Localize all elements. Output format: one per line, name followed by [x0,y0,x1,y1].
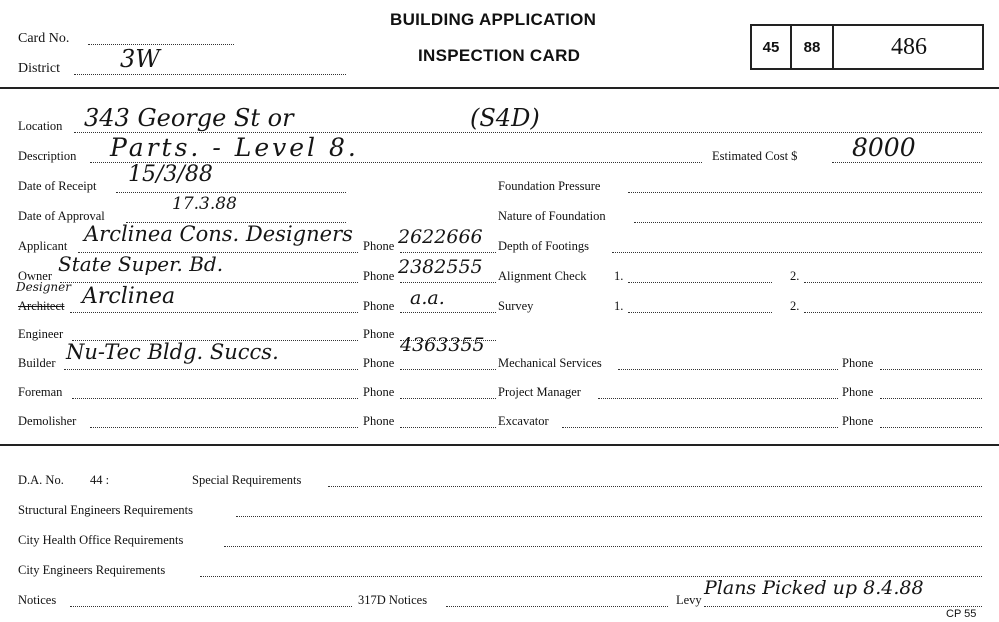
title-line1: BUILDING APPLICATION [390,10,597,29]
owner-line[interactable] [60,282,358,283]
survey-col2-line[interactable] [804,312,982,313]
special-requirements-label: Special Requirements [192,473,302,487]
owner-value: State Super. Bd. [58,252,224,276]
notices-317d-line[interactable] [446,606,668,607]
levy-value: Plans Picked up 8.4.88 [704,577,924,599]
applicant-phone-label: Phone [363,239,395,253]
architect-line[interactable] [70,312,358,313]
box-cell-2: 88 [792,26,834,68]
survey-col2-label: 2. [790,299,800,313]
health-requirements-line[interactable] [224,546,982,547]
district-value: 3W [120,45,160,73]
header-divider [0,87,999,89]
foundation-pressure-label: Foundation Pressure [498,179,601,193]
architect-value: Arclinea [82,284,176,309]
applicant-label: Applicant [18,239,68,253]
date-receipt-line[interactable] [116,192,346,193]
nature-foundation-label: Nature of Foundation [498,209,606,223]
builder-phone-label: Phone [363,356,395,370]
survey-label: Survey [498,299,534,313]
card-no-line[interactable] [88,44,234,45]
owner-phone-label: Phone [363,269,395,283]
survey-col1-line[interactable] [628,312,772,313]
structural-requirements-line[interactable] [236,516,982,517]
applicant-value: Arclinea Cons. Designers [84,222,353,246]
builder-value: Nu-Tec Bldg. Succs. [66,340,279,364]
structural-requirements-label: Structural Engineers Requirements [18,503,193,517]
location-label: Location [18,119,63,133]
date-approval-value: 17.3.88 [172,194,237,214]
applicant-phone-line[interactable] [400,252,496,253]
depth-footings-line[interactable] [612,252,982,253]
applicant-phone-value: 2622666 [398,226,483,248]
depth-footings-label: Depth of Footings [498,239,589,253]
da-no-value: 44 : [90,473,110,487]
card-no-label: Card No. [18,31,70,46]
estimated-cost-value: 8000 [852,133,916,162]
project-manager-phone-label: Phone [842,385,874,399]
alignment-col1-label: 1. [614,269,624,283]
alignment-check-label: Alignment Check [498,269,587,283]
district-line[interactable] [74,74,346,75]
engineers-requirements-label: City Engineers Requirements [18,563,166,577]
architect-phone-line[interactable] [400,312,496,313]
mechanical-services-line[interactable] [618,369,838,370]
mechanical-services-label: Mechanical Services [498,356,602,370]
description-label: Description [18,149,77,163]
owner-phone-line[interactable] [400,282,496,283]
title-line2: INSPECTION CARD [418,46,581,65]
notices-label: Notices [18,593,57,607]
foreman-label: Foreman [18,385,63,399]
excavator-label: Excavator [498,414,549,428]
builder-phone-line[interactable] [400,369,496,370]
health-requirements-label: City Health Office Requirements [18,533,184,547]
notices-317d-label: 317D Notices [358,593,428,607]
engineer-phone-label: Phone [363,327,395,341]
date-receipt-label: Date of Receipt [18,179,97,193]
foundation-pressure-line[interactable] [628,192,982,193]
architect-phone-value: a.a. [410,287,445,309]
foreman-phone-line[interactable] [400,398,496,399]
owner-phone-value: 2382555 [398,256,483,278]
notices-line[interactable] [70,606,352,607]
builder-phone-value: 4363355 [400,334,485,356]
foreman-phone-label: Phone [363,385,395,399]
foreman-line[interactable] [72,398,358,399]
form-code: CP 55 [946,608,977,620]
architect-correction: Designer [16,280,71,294]
mechanical-phone-label: Phone [842,356,874,370]
date-receipt-value: 15/3/88 [128,162,213,187]
engineer-label: Engineer [18,327,64,341]
nature-foundation-line[interactable] [634,222,982,223]
box-cell-1: 45 [752,26,792,68]
excavator-phone-label: Phone [842,414,874,428]
da-no-label: D.A. No. [18,473,64,487]
card-number-box [750,24,984,70]
demolisher-phone-line[interactable] [400,427,496,428]
builder-line[interactable] [64,369,358,370]
survey-col1-label: 1. [614,299,624,313]
excavator-phone-line[interactable] [880,427,982,428]
estimated-cost-line[interactable] [832,162,982,163]
demolisher-phone-label: Phone [363,414,395,428]
district-label: District [18,61,60,76]
levy-label: Levy [676,593,702,607]
demolisher-line[interactable] [90,427,358,428]
architect-phone-label: Phone [363,299,395,313]
location-value: 343 George St or [84,104,294,132]
details-divider [0,444,999,446]
project-manager-label: Project Manager [498,385,581,399]
owner-label: Owner [18,269,53,283]
alignment-col2-line[interactable] [804,282,982,283]
card-number: 486 [891,33,927,60]
project-manager-phone-line[interactable] [880,398,982,399]
excavator-line[interactable] [562,427,838,428]
demolisher-label: Demolisher [18,414,77,428]
alignment-col2-label: 2. [790,269,800,283]
special-requirements-line[interactable] [328,486,982,487]
description-value: Parts. - Level 8. [110,133,359,162]
architect-label: Architect [18,299,65,313]
location-note: (S4D) [470,104,540,132]
estimated-cost-label: Estimated Cost $ [712,149,798,163]
date-approval-label: Date of Approval [18,209,105,223]
mechanical-phone-line[interactable] [880,369,982,370]
project-manager-line[interactable] [598,398,838,399]
alignment-col1-line[interactable] [628,282,772,283]
levy-line[interactable] [704,606,982,607]
builder-label: Builder [18,356,56,370]
